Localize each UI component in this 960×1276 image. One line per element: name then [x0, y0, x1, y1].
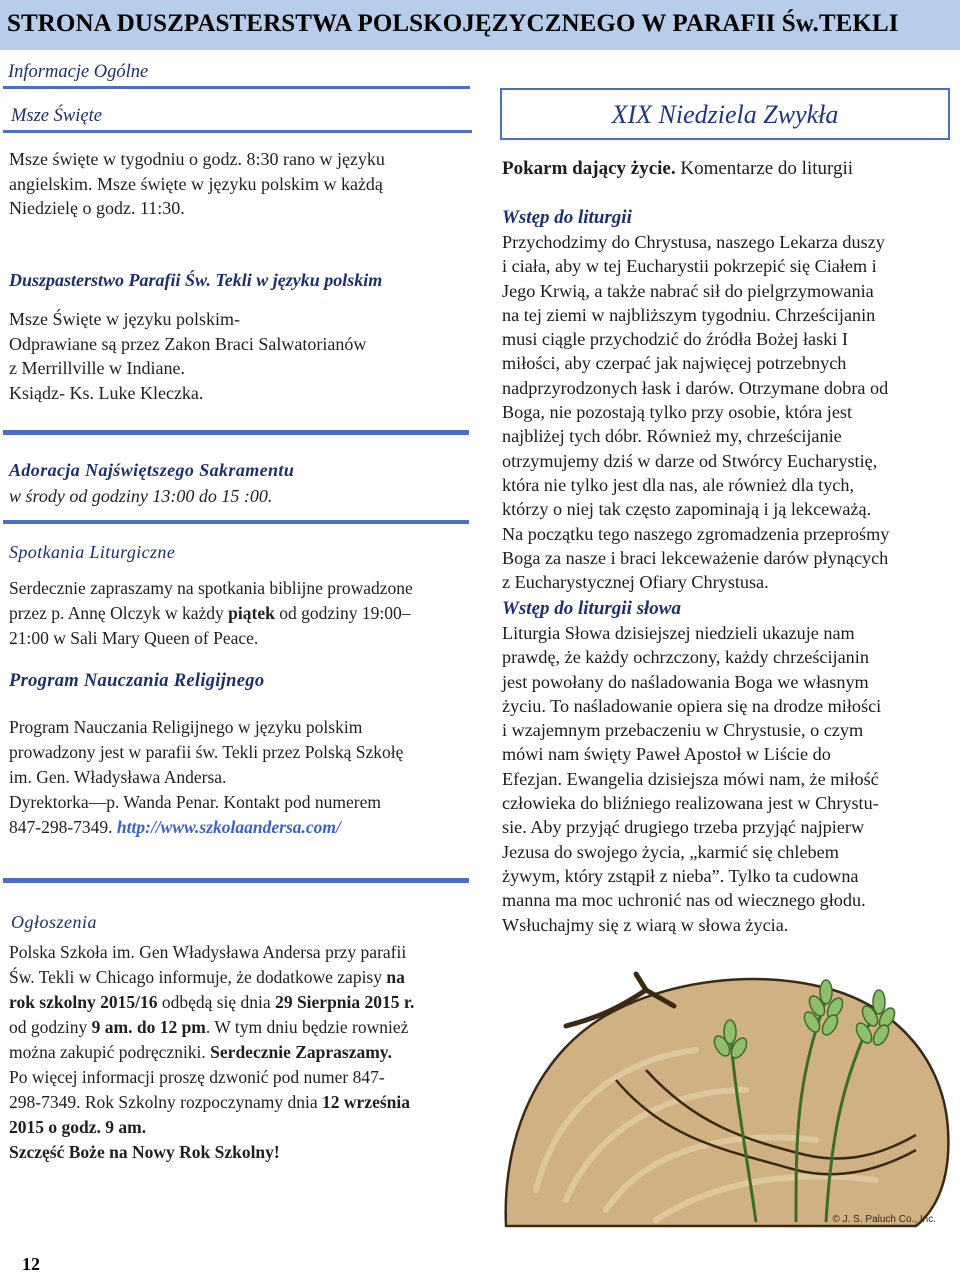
intro-text — [502, 230, 889, 594]
text-line: Przychodzimy do Chrystusa, naszego Lekarza duszy — [502, 232, 885, 252]
text-line — [9, 1090, 414, 1115]
liturgical-text — [9, 576, 413, 651]
religious-heading: Program Nauczania Religijnego — [9, 671, 265, 691]
text-span: od godziny 19:00– — [274, 603, 411, 623]
text-line: miłości, aby czerpać jak najwięcej potrzebnych — [502, 353, 847, 374]
text-line: Liturgia Słowa dzisiejszej niedzieli ukazuje nam — [502, 623, 855, 643]
text-line: Efezjan. Ewangelia dzisiejsza mówi nam, że miłość — [502, 768, 879, 789]
text-line — [9, 1140, 414, 1165]
text-emphasis: 9 am. do 12 pm — [91, 1017, 206, 1037]
word-text — [502, 621, 881, 937]
religious-text — [9, 715, 403, 840]
text-line: Po więcej informacji proszę dzwonić pod numer 847- — [9, 1067, 385, 1087]
text-line: która nie tylko jest dla nas, ale również dla tych, — [502, 474, 855, 495]
subtitle-plain: Komentarze do liturgii — [680, 158, 854, 179]
text-line: żywym, który zstąpił z nieba”. Tylko ta cudowna — [502, 865, 859, 886]
text-line — [9, 1040, 414, 1065]
text-line: z Eucharystycznej Ofiary Chrystusa. — [502, 572, 769, 593]
text-line: Niedzielę o godz. 11:30. — [9, 198, 185, 218]
adoration-heading: Adoracja Najświętszego Sakramentu — [9, 460, 295, 480]
divider — [3, 130, 472, 133]
text-line — [9, 990, 414, 1015]
ministry-heading: Duszpasterstwo Parafii Św. Tekli w języku polskim — [9, 270, 383, 290]
text-line: Odprawiane są przez Zakon Braci Salwatorianów — [9, 333, 367, 354]
intro-heading: Wstęp do liturgii — [502, 207, 632, 228]
bread-wheat-illustration — [496, 940, 952, 1228]
page-title: STRONA DUSZPASTERSTWA POLSKOJĘZYCZNEGO W PARAFII Św.TEKLI — [7, 10, 899, 37]
text-line — [9, 1115, 414, 1140]
text-line — [9, 965, 414, 990]
art-credit: © J. S. Paluch Co., Inc. — [832, 1214, 936, 1225]
subtitle-bold: Pokarm dający życie. — [502, 158, 681, 179]
text-line: na tej ziemi w najbliższym tygodniu. Chrześcijanin — [502, 304, 876, 325]
page-banner — [0, 0, 960, 50]
text-line — [9, 601, 413, 626]
text-line: życiu. To naśladowanie opiera się na drodze miłości — [502, 695, 882, 716]
text-line: Jezusa do swojego życia, „karmić się chlebem — [502, 841, 839, 862]
text-line: 21:00 w Sali Mary Queen of Peace. — [9, 628, 259, 648]
text-emphasis: 2015 o godz. 9 am. — [9, 1117, 147, 1137]
ministry-text — [9, 307, 366, 405]
text-line: Polska Szkoła im. Gen Władysława Andersa przy parafii — [9, 942, 407, 962]
divider — [3, 520, 469, 524]
school-link[interactable]: http://www.szkolaandersa.com/ — [116, 817, 341, 837]
divider — [3, 86, 470, 89]
phone-number: 847-298-7349. — [9, 817, 117, 837]
text-line: Boga za nasze i braci lekceważenie darów płynących — [502, 547, 889, 568]
text-line: Boga, nie pozostają tylko przy osobie, która jest — [502, 402, 853, 423]
masses-heading: Msze Święte — [11, 106, 102, 126]
text-line — [9, 1015, 414, 1040]
text-line: i wzajemnym przebaczeniu w Chrystusie, o czym — [502, 720, 864, 741]
text-line: Ksiądz- Ks. Luke Kleczka. — [9, 382, 204, 403]
masses-text — [9, 147, 385, 221]
text-line: i ciała, aby w tej Eucharystii pokrzepić się Ciałem i — [502, 256, 877, 277]
text-span: 298-7349. Rok Szkolny rozpoczynamy dnia — [9, 1092, 323, 1112]
word-heading: Wstęp do liturgii słowa — [502, 598, 681, 619]
text-line: im. Gen. Władysława Andersa. — [9, 767, 227, 787]
text-line — [9, 815, 403, 840]
text-span: Św. Tekli w Chicago informuje, że dodatkowe zapisy — [9, 967, 387, 987]
text-line: otrzymujemy dziś w darze od Stwórcy Eucharystię, — [502, 450, 878, 471]
sunday-title: XIX Niedziela Zwykła — [611, 100, 839, 129]
right-subtitle — [502, 158, 853, 180]
text-line: człowieka do bliźniego realizowana jest w Chrystu- — [502, 793, 879, 814]
text-emphasis: na — [386, 967, 405, 987]
text-line: manna ma moc uchronić nas od wiecznego głodu. — [502, 890, 866, 911]
text-span: można zakupić podręczniki. — [9, 1042, 211, 1062]
info-heading: Informacje Ogólne — [8, 62, 149, 82]
text-span: . W tym dniu będzie rownież — [205, 1017, 409, 1037]
text-line: Jego Krwią, a także nabrać sił do pielgrzymowania — [502, 280, 874, 301]
text-line: sie. Aby przyjąć drugiego trzeba przyjąć najpierw — [502, 817, 865, 838]
text-line: prowadzony jest w parafii św. Tekli przez Polską Szkołę — [9, 742, 404, 762]
liturgical-heading: Spotkania Liturgiczne — [9, 542, 176, 562]
page-number: 12 — [22, 1254, 40, 1274]
announcements-heading: Ogłoszenia — [11, 912, 97, 932]
bread-wheat-drawing — [496, 940, 952, 1228]
text-emphasis: Szczęść Boże na Nowy Rok Szkolny! — [9, 1142, 280, 1162]
text-emphasis: 12 września — [322, 1092, 410, 1112]
text-line: którzy o niej tak często zapominają i ją lekceważą. — [502, 499, 872, 520]
text-emphasis: 29 Sierpnia 2015 r. — [275, 992, 415, 1012]
divider — [3, 878, 469, 883]
text-emphasis: rok szkolny 2015/16 — [9, 992, 158, 1012]
text-line: prawdę, że każdy ochrzczony, każdy chrześcijanin — [502, 647, 869, 668]
text-span: od godziny — [9, 1017, 92, 1037]
announcements-text — [9, 940, 414, 1165]
text-line: najbliżej tych dóbr. Również my, chrześcijanie — [502, 426, 842, 447]
text-emphasis: piątek — [228, 603, 275, 623]
divider — [3, 430, 469, 435]
text-line: jest powołany do naśladowania Boga we własnym — [502, 671, 869, 692]
text-emphasis: Serdecznie Zapraszamy. — [210, 1042, 392, 1062]
text-line: mówi nam święty Paweł Apostoł w Liście do — [502, 744, 831, 765]
text-line: z Merrillville w Indiane. — [9, 358, 185, 378]
text-line: Program Nauczania Religijnego w języku polskim — [9, 717, 363, 737]
text-line: nadprzyrodzonych łask i darów. Otrzymane dobra od — [502, 377, 889, 398]
text-line: Na początku tego naszego zgromadzenia przeprośmy — [502, 523, 890, 544]
text-line: musi ciągle przychodzić do źródła Bożej łaski I — [502, 329, 848, 350]
text-line: Wsłuchajmy się z wiarą w słowa życia. — [502, 914, 789, 935]
text-line: Serdecznie zapraszamy na spotkania biblijne prowadzone — [9, 578, 413, 598]
text-span: odbędą się dnia — [157, 992, 276, 1012]
text-span: przez p. Annę Olczyk w każdy — [9, 603, 229, 623]
text-line: angielskim. Msze święte w języku polskim w każdą — [9, 173, 383, 194]
text-line: Msze Święte w języku polskim- — [9, 309, 240, 329]
text-line: Msze święte w tygodniu o godz. 8:30 rano w języku — [9, 149, 385, 169]
text-line: Dyrektorka—p. Wanda Penar. Kontakt pod numerem — [9, 792, 381, 812]
adoration-time: w środy od godziny 13:00 do 15 :00. — [9, 486, 273, 506]
